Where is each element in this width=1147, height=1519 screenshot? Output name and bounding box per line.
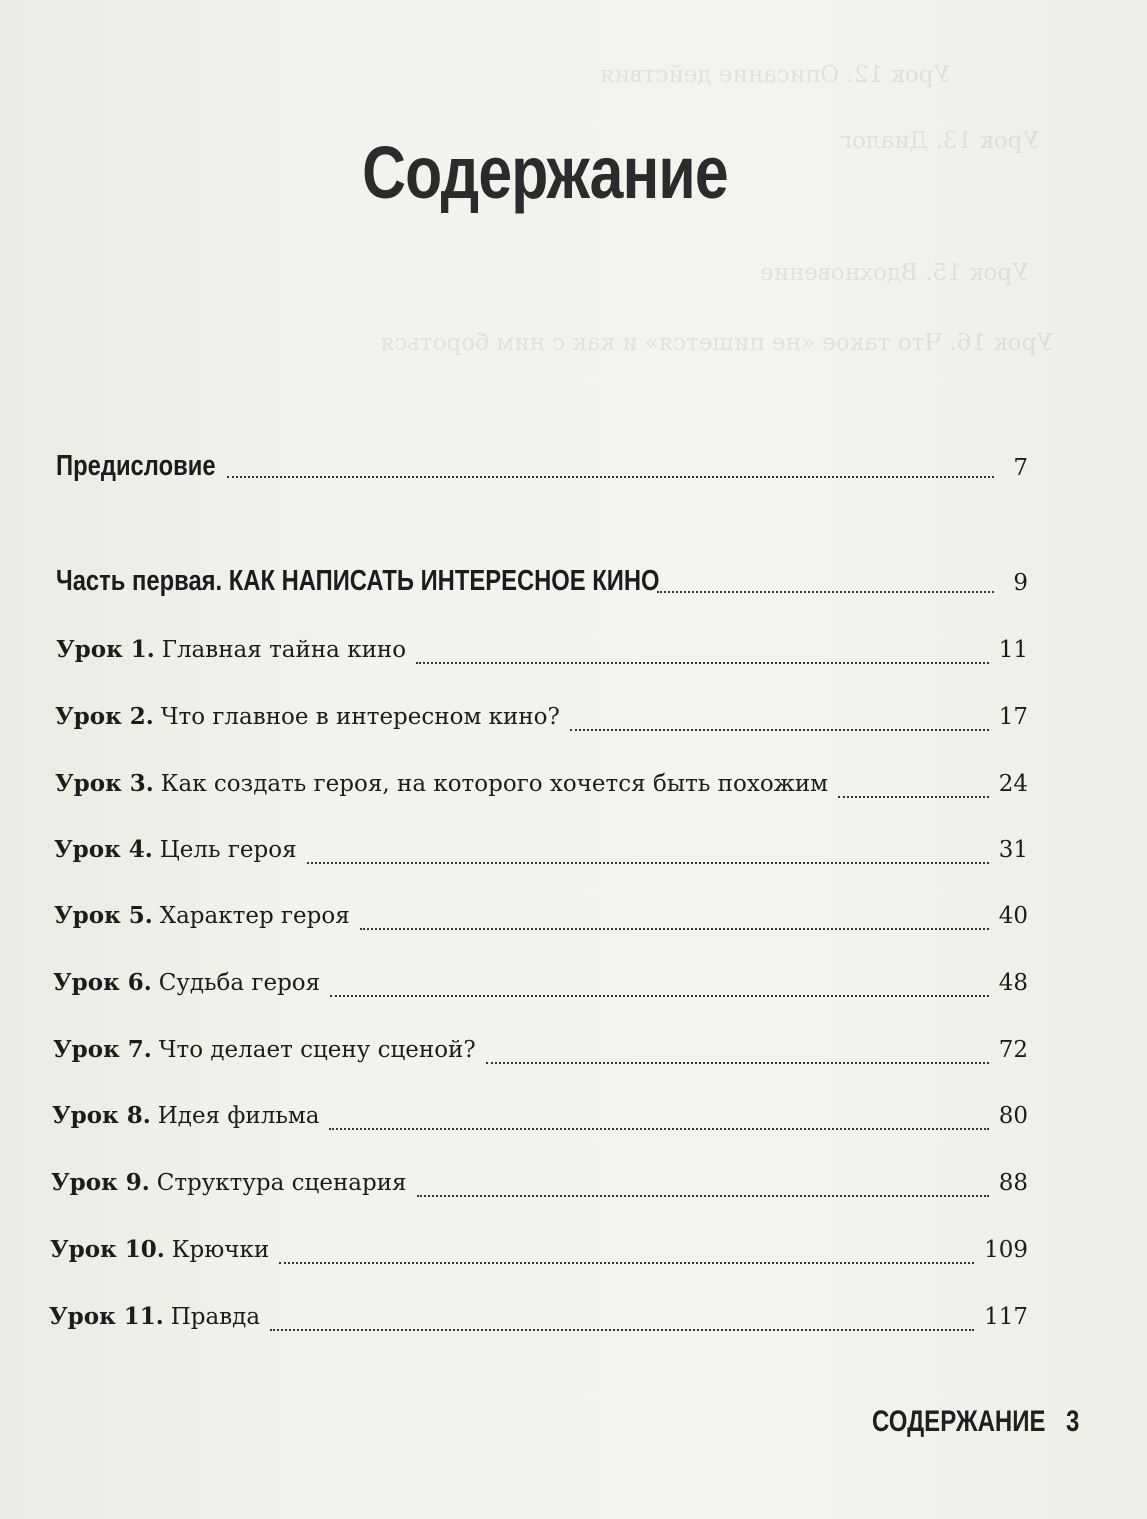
toc-lesson-number: Урок 4.: [54, 836, 153, 863]
toc-lesson-page: 117: [984, 1304, 1028, 1330]
toc-lesson-page: 88: [998, 1170, 1028, 1196]
toc-lesson-label: [53, 969, 320, 996]
toc-part-one: [56, 565, 1028, 601]
toc-lesson-number: Урок 9.: [51, 1169, 150, 1196]
toc-lesson-row: [53, 969, 1028, 1005]
toc-leader-dots: [307, 862, 989, 864]
toc-lesson-title: Судьба героя: [158, 970, 321, 996]
toc-lesson-page: 48: [998, 970, 1028, 996]
toc-lesson-title: Что делает сцену сценой?: [158, 1037, 476, 1063]
toc-lesson-row: [51, 1169, 1028, 1205]
toc-lesson-number: Урок 10.: [50, 1236, 165, 1263]
toc-lesson-row: [55, 770, 1028, 806]
toc-lesson-page: 109: [984, 1237, 1028, 1263]
toc-lesson-title: Идея фильма: [157, 1103, 320, 1129]
toc-lesson-row: [55, 703, 1028, 739]
toc-lesson-title: Главная тайна кино: [161, 637, 407, 663]
toc-lesson-row: [54, 836, 1028, 872]
toc-leader-dots: [279, 1262, 974, 1264]
toc-lesson-title: Характер героя: [159, 903, 350, 929]
page-title: Содержание: [362, 131, 728, 214]
page-number: 3: [1066, 1405, 1080, 1438]
toc-preface-label: Предисловие: [56, 450, 216, 482]
toc-lesson-label: [50, 1236, 269, 1263]
toc-leader-dots: [270, 1329, 974, 1331]
toc-lesson-label: [55, 703, 560, 730]
bleed-through-text: Урок 13. Диалог: [840, 128, 1040, 154]
toc-lesson-title: Структура сценария: [156, 1170, 407, 1196]
toc-lesson-page: 24: [998, 771, 1028, 797]
bleed-through-text: Урок 12. Описание действия: [600, 62, 950, 88]
toc-leader-dots: [360, 928, 989, 930]
toc-lesson-number: Урок 1.: [56, 636, 155, 663]
toc-leader-dots: [657, 591, 994, 593]
toc-lesson-row: [56, 636, 1028, 672]
toc-lesson-title: Цель героя: [159, 837, 297, 863]
toc-lesson-page: 11: [998, 637, 1028, 663]
toc-lesson-row: [53, 1036, 1028, 1072]
toc-part-one-label: Часть первая. КАК НАПИСАТЬ ИНТЕРЕСНОЕ КИНО: [56, 565, 660, 597]
toc-lesson-label: [53, 1036, 476, 1063]
toc-lesson-page: 72: [998, 1037, 1028, 1063]
toc-lesson-number: Урок 2.: [55, 703, 154, 730]
toc-lesson-page: 80: [998, 1103, 1028, 1129]
toc-lesson-label: [56, 636, 406, 663]
toc-leader-dots: [838, 796, 989, 798]
toc-preface-page: 7: [1013, 455, 1028, 481]
toc-lesson-title: Правда: [170, 1304, 261, 1330]
toc-lesson-page: 17: [998, 704, 1028, 730]
toc-leader-dots: [417, 1195, 989, 1197]
toc-lesson-label: [49, 1303, 260, 1330]
toc-lesson-number: Урок 7.: [53, 1036, 152, 1063]
toc-lesson-number: Урок 3.: [55, 770, 154, 797]
toc-lesson-number: Урок 6.: [53, 969, 152, 996]
toc-lesson-title: Что главное в интересном кино?: [160, 704, 560, 730]
toc-leader-dots: [486, 1062, 989, 1064]
toc-lesson-title: Как создать героя, на которого хочется быть похожим: [160, 771, 829, 797]
toc-lesson-label: [51, 1169, 407, 1196]
toc-lesson-row: [49, 1303, 1028, 1339]
toc-lesson-label: [52, 1102, 319, 1129]
toc-lesson-row: [54, 902, 1028, 938]
toc-lesson-page: 40: [998, 903, 1028, 929]
toc-leader-dots: [570, 729, 989, 731]
toc-lesson-number: Урок 5.: [54, 902, 153, 929]
toc-leader-dots: [227, 476, 994, 478]
bleed-through-text: Урок 16. Что такое «не пишется» и как с ним бороться: [380, 330, 1053, 356]
bleed-through-text: Урок 15. Вдохновение: [760, 260, 1029, 286]
toc-lesson-number: Урок 8.: [52, 1102, 151, 1129]
toc-leader-dots: [330, 995, 989, 997]
toc-lesson-number: Урок 11.: [49, 1303, 164, 1330]
toc-leader-dots: [416, 662, 989, 664]
toc-lesson-label: [54, 836, 297, 863]
toc-part-one-page: 9: [1013, 570, 1028, 596]
toc-lesson-label: [54, 902, 350, 929]
running-footer: СОДЕРЖАНИЕ: [872, 1405, 1046, 1438]
toc-lesson-row: [52, 1102, 1028, 1138]
toc-lesson-title: Крючки: [171, 1237, 270, 1263]
toc-lesson-page: 31: [998, 837, 1028, 863]
toc-lesson-row: [50, 1236, 1028, 1272]
toc-leader-dots: [329, 1128, 988, 1130]
toc-lesson-label: [55, 770, 828, 797]
toc-preface: [56, 450, 1028, 486]
